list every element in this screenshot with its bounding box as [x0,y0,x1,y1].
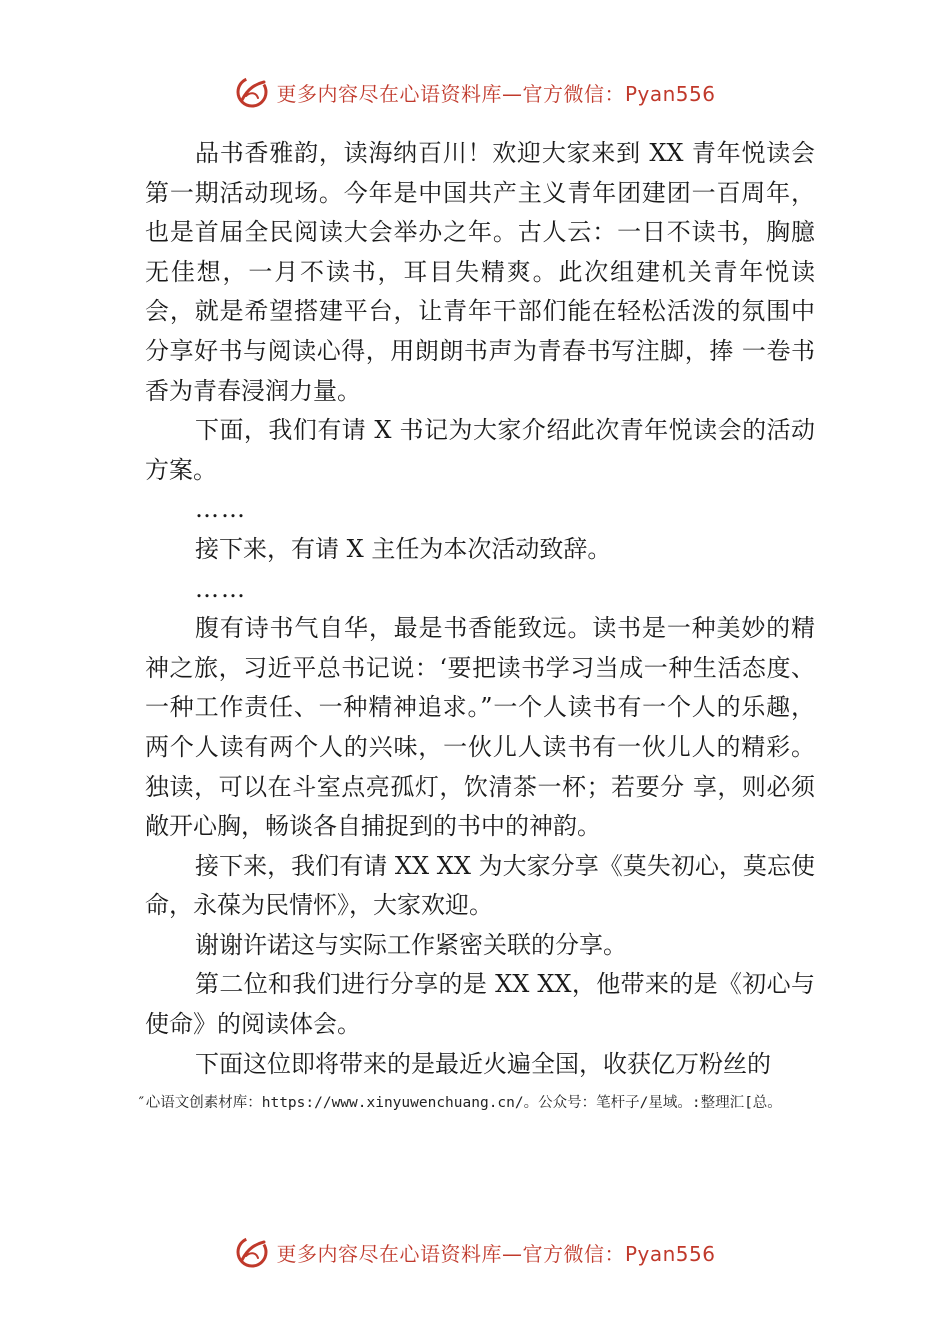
footer-source-note: ″心语文创素材库：https://www.xinyuwenchuang.cn/。公众号：笔杆子/星域。:整理汇[总。 [137,1095,782,1111]
paragraph-thanks: 谢谢许诺这与实际工作紧密关联的分享。 [195,930,627,959]
paragraph-next-speaker: 下面这位即将带来的是最近火遍全国，收获亿万粉丝的 [195,1049,771,1078]
paragraph-first-share: 接下来，我们有请 XX XX 为大家分享《莫失初心，莫忘使命，永葆为民情怀》，大家欢迎。 [145,851,815,920]
paragraph-second-share: 第二位和我们进行分享的是 XX XX，他带来的是《初心与使命》的阅读体会。 [145,970,815,1039]
document-body [145,134,815,1084]
paragraph-ellipsis-1: …… [195,495,247,524]
footer-banner [0,1232,950,1272]
paragraph-ellipsis-2: …… [195,574,247,603]
paragraph-reading-quote: 腹有诗书气自华，最是书香能致远。读书是一种美妙的精神之旅，习近平总书记说：‘要把读书学习当成一种生活态度、一种工作责任、一种精神追求。”一个人读书有一个人的乐趣，两个人读有两个人的兴味，一伙儿人读书有一伙儿人的精彩。独读，可以在斗室点亮孤灯，饮清茶一杯；若要分 享，则必须敞开心胸，畅谈各自捕捉到的书中的神韵。 [145,614,815,841]
brush-swirl-logo-icon [234,74,270,110]
header-banner-text: 更多内容尽在心语资料库—官方微信：Pyan556 [276,81,716,106]
brush-swirl-logo-icon [234,1234,270,1270]
paragraph-secretary-intro: 下面，我们有请 X 书记为大家介绍此次青年悦读会的活动方案。 [145,416,815,484]
paragraph-director-speech: 接下来，有请 X 主任为本次活动致辞。 [195,534,612,563]
header-banner [0,72,950,112]
paragraph-welcome: 品书香雅韵，读海纳百川！欢迎大家来到 XX 青年悦读会第一期活动现场。今年是中国共产主义青年团建团一百周年，也是首届全民阅读大会举办之年。古人云：一日不读书，胸臆无佳想，一月不读书，耳目失精爽。此次组建机关青年悦读会，就是希望搭建平台，让青年干部们能在轻松活泼的氛围中分享好书与阅读心得，用朗朗书声为青春书写注脚，捧 一卷书香为青春浸润力量。 [145,139,815,405]
footer-banner-text: 更多内容尽在心语资料库—官方微信：Pyan556 [276,1241,716,1266]
